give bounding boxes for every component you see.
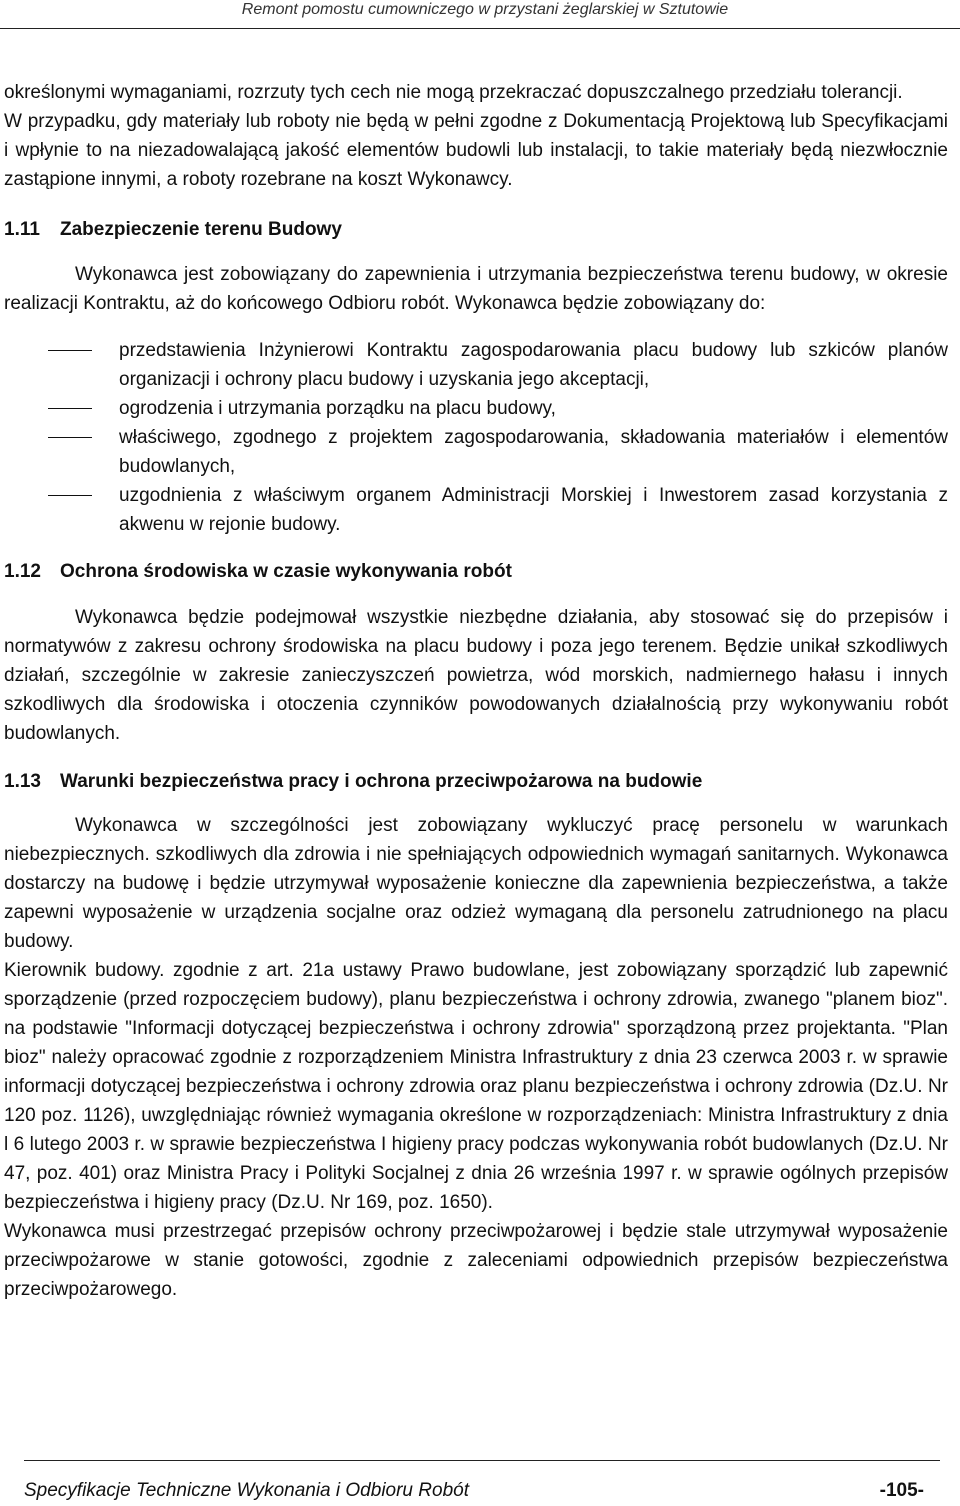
dash-bullet <box>48 408 92 409</box>
section-heading-1-12 <box>4 557 948 586</box>
section-title: Ochrona środowiska w czasie wykonywania robót <box>60 561 512 582</box>
footer-title: Specyfikacje Techniczne Wykonania i Odbioru Robót <box>24 1480 469 1501</box>
dash-bullet <box>48 437 92 438</box>
section-title: Zabezpieczenie terenu Budowy <box>60 219 342 240</box>
intro-paragraph-1: określonymi wymaganiami, rozrzuty tych cech nie mogą przekraczać dopuszczalnego przedziału tolerancji. <box>4 82 903 103</box>
dash-bullet <box>48 350 92 351</box>
section-1-13-paragraph-2: Kierownik budowy. zgodnie z art. 21a ustawy Prawo budowlane, jest zobowiązany sporządzić lub zapewnić sporządzenie (przed rozpoczęciem budowy), planu bezpieczeństwa i ochrony zdrowia, zwanego "planem bioz". na podstawie "Informacji dotyczącej bezpieczeństwa i ochrony zdrowia" sporządzoną przez projektanta. "Plan bioz" należy opracować zgodnie z rozporządzeniem Ministra Infrastruktury z dnia 23 czerwca 2003 r. w sprawie informacji dotyczącej bezpieczeństwa i ochrony zdrowia oraz planu bezpieczeństwa i ochrony zdrowia (Dz.U. Nr 120 poz. 1126), uwzględniając również wymagania określone w rozporządzeniach: Ministra Infrastruktury z dnia l 6 lutego 2003 r. w sprawie bezpieczeństwa I higieny pracy podczas wykonywania robót budowlanych (Dz.U. Nr 47, poz. 401) oraz Ministra Pracy i Polityki Socjalnej z dnia 26 września 1997 r. w sprawie ogólnych przepisów bezpieczeństwa i higieny pracy (Dz.U. Nr 169, poz. 1650). <box>4 960 948 1213</box>
page-number: -105- <box>879 1480 924 1501</box>
section-number: 1.11 <box>4 219 40 240</box>
section-heading-1-13 <box>4 767 948 796</box>
page-footer <box>24 1478 924 1504</box>
list-item: uzgodnienia z właściwym organem Administracji Morskiej i Inwestorem zasad korzystania z akwenu w rejonie budowy. <box>4 481 948 539</box>
header-title: Remont pomostu cumowniczego w przystani żeglarskiej w Sztutowie <box>241 1 729 18</box>
section-1-11-paragraph: Wykonawca jest zobowiązany do zapewnienia i utrzymania bezpieczeństwa terenu budowy, w okresie realizacji Kontraktu, aż do końcowego Odbioru robót. Wykonawca będzie zobowiązany do: <box>4 264 948 314</box>
list-item: ogrodzenia i utrzymania porządku na placu budowy, <box>4 394 948 423</box>
footer-divider <box>24 1460 940 1461</box>
section-number: 1.12 <box>4 561 41 582</box>
list-item: właściwego, zgodnego z projektem zagospodarowania, składowania materiałów i elementów budowlanych, <box>4 423 948 481</box>
section-number: 1.13 <box>4 771 41 792</box>
section-1-13-paragraph-3: Wykonawca musi przestrzegać przepisów ochrony przeciwpożarowej i będzie stale utrzymywał wyposażenie przeciwpożarowe w stanie gotowości, zgodnie z zaleceniami odpowiednich przepisów bezpieczeństwa przeciwpożarowego. <box>4 1221 948 1300</box>
obligations-list <box>4 336 948 539</box>
document-body <box>4 78 948 1304</box>
dash-bullet <box>48 495 92 496</box>
list-item: przedstawienia Inżynierowi Kontraktu zagospodarowania placu budowy lub szkiców planów organizacji i ochrony placu budowy i uzyskania jego akceptacji, <box>4 336 948 394</box>
section-heading-1-11 <box>4 215 948 244</box>
intro-paragraph-2: W przypadku, gdy materiały lub roboty nie będą w pełni zgodne z Dokumentacją Projektową lub Specyfikacjami i wpłynie to na niezadowalającą jakość elementów budowli lub instalacji, to takie materiały będą niezwłocznie zastąpione innymi, a roboty rozebrane na koszt Wykonawcy. <box>4 111 948 190</box>
section-1-13-paragraph-1: Wykonawca w szczególności jest zobowiązany wykluczyć pracę personelu w warunkach niebezpiecznych. szkodliwych dla zdrowia i nie spełniających odpowiednich wymagań sanitarnych. Wykonawca dostarczy na budowę i będzie utrzymywał wyposażenie konieczne dla zapewnienia bezpieczeństwa, a także zapewni wyposażenie w urządzenia socjalne oraz odzież wymaganą dla personelu zatrudnionego na placu budowy. <box>4 815 948 952</box>
section-1-12-paragraph: Wykonawca będzie podejmował wszystkie niezbędne działania, aby stosować się do przepisów i normatywów z zakresu ochrony środowiska na placu budowy i poza jego terenem. Będzie unikał szkodliwych działań, szczególnie w zakresie zanieczyszczeń powietrza, wód morskich, nadmiernego hałasu i innych szkodliwych dla środowiska i otoczenia czynników powodowanych działalnością przy wykonywaniu robót budowlanych. <box>4 607 948 744</box>
page-header <box>0 0 960 29</box>
section-title: Warunki bezpieczeństwa pracy i ochrona przeciwpożarowa na budowie <box>60 771 703 792</box>
